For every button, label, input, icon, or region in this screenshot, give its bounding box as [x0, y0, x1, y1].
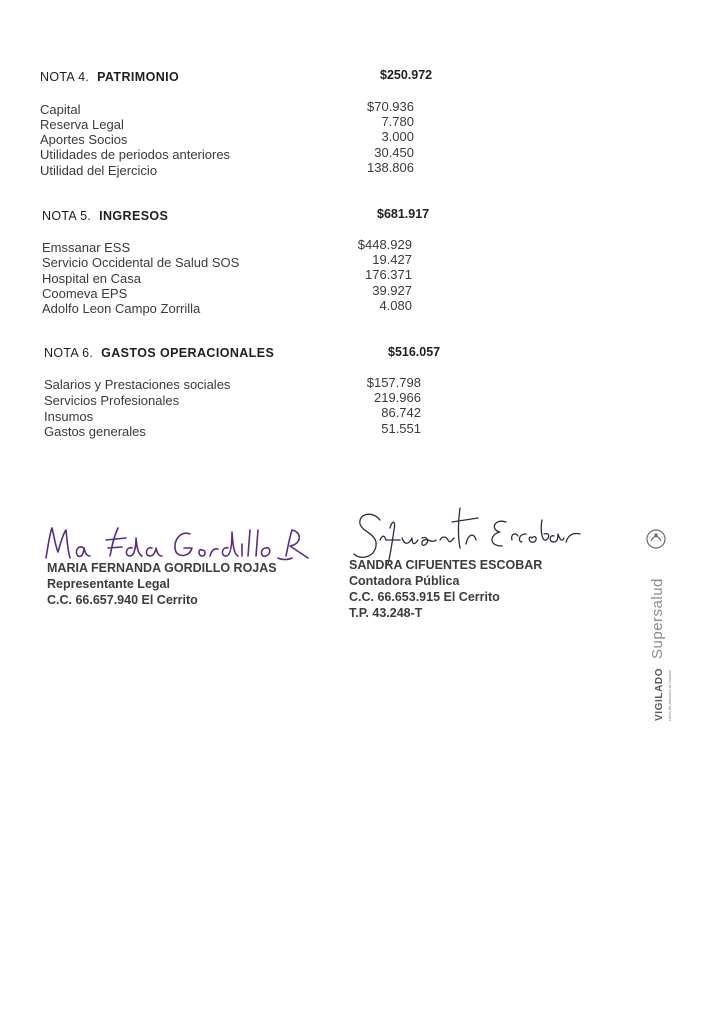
- item-label: Hospital en Casa: [42, 271, 141, 286]
- stamp-small-text: Linea de Atencion al Usuario: [667, 670, 672, 721]
- item-label: Coomeva EPS: [42, 286, 128, 301]
- item-label: Insumos: [44, 409, 94, 424]
- item-label: Utilidad del Ejercicio: [40, 163, 158, 178]
- nota-total: $250.972: [380, 68, 433, 82]
- nota-heading: [40, 70, 179, 84]
- item-value: 86.742: [381, 405, 421, 420]
- item-label: Capital: [40, 102, 81, 117]
- item-value: 7.780: [381, 114, 414, 129]
- item-value: 39.927: [372, 283, 412, 298]
- item-label: Reserva Legal: [40, 117, 124, 132]
- item-label: Servicios Profesionales: [44, 393, 180, 408]
- item-label: Gastos generales: [44, 424, 146, 439]
- item-value: 138.806: [367, 160, 414, 175]
- item-value: 176.371: [365, 267, 412, 282]
- item-value: 4.080: [379, 298, 412, 313]
- vigilado-supersalud-stamp: [632, 525, 682, 725]
- nota-heading: [42, 209, 168, 223]
- signatory-name: SANDRA CIFUENTES ESCOBAR: [349, 558, 543, 572]
- nota-title: INGRESOS: [99, 209, 169, 223]
- signatory-sandra-cifuentes: [349, 557, 542, 621]
- item-value: $70.936: [367, 99, 414, 114]
- item-value: 51.551: [381, 421, 421, 436]
- nota-heading: [44, 346, 274, 360]
- item-value: 30.450: [374, 145, 414, 160]
- nota-number: NOTA 5.: [42, 209, 92, 223]
- stamp-vigilado: VIGILADO: [654, 667, 665, 721]
- signatory-maria-fernanda: [47, 560, 277, 608]
- item-label: Utilidades de periodos anteriores: [40, 147, 231, 162]
- nota-number: NOTA 4.: [40, 70, 90, 84]
- signatory-role: Representante Legal: [47, 577, 170, 591]
- signatory-tp: T.P. 43.248-T: [349, 606, 423, 620]
- supersalud-logo-icon: [647, 530, 665, 548]
- nota-total: $681.917: [377, 207, 430, 221]
- nota-title: GASTOS OPERACIONALES: [101, 346, 275, 360]
- item-value: $157.798: [366, 375, 421, 390]
- item-value: $448.929: [357, 237, 412, 252]
- stamp-brand: Supersalud: [649, 578, 666, 659]
- nota-title: PATRIMONIO: [97, 70, 180, 84]
- signatory-id: C.C. 66.657.940 El Cerrito: [47, 593, 198, 607]
- item-value: 219.966: [374, 390, 421, 405]
- item-label: Emssanar ESS: [42, 240, 131, 255]
- nota-number: NOTA 6.: [44, 346, 94, 360]
- item-label: Adolfo Leon Campo Zorrilla: [42, 301, 201, 316]
- signatory-name: MARIA FERNANDA GORDILLO ROJAS: [47, 561, 277, 575]
- item-label: Salarios y Prestaciones sociales: [44, 377, 231, 392]
- signatory-role: Contadora Pública: [349, 574, 460, 588]
- item-value: 19.427: [372, 252, 412, 267]
- nota-total: $516.057: [388, 345, 441, 359]
- item-value: 3.000: [381, 129, 414, 144]
- signatory-id: C.C. 66.653.915 El Cerrito: [349, 590, 500, 604]
- item-label: Servicio Occidental de Salud SOS: [42, 255, 240, 270]
- item-label: Aportes Socios: [40, 132, 128, 147]
